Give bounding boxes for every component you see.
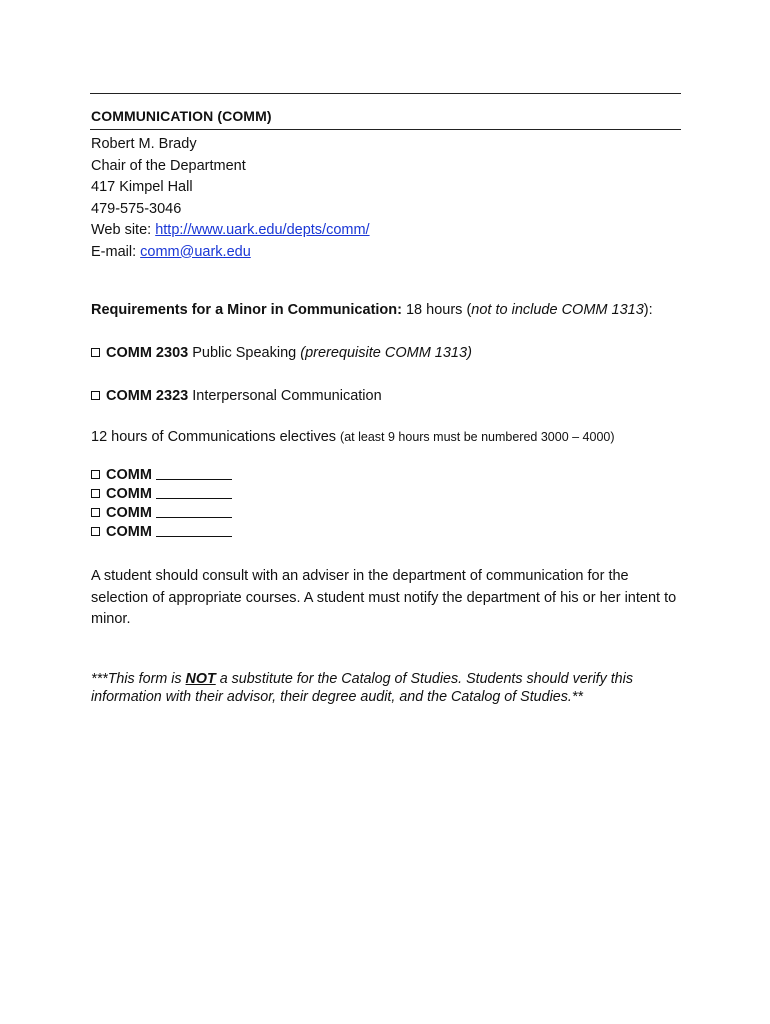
elective-blank-row — [91, 504, 232, 523]
department-heading: COMMUNICATION (COMM) — [91, 108, 272, 124]
bottom-rule — [90, 129, 681, 130]
advice-paragraph: A student should consult with an adviser in the department of communication for the selection of appropriate courses. A student must notify the department of his or her intent to minor. — [91, 568, 677, 627]
requirements-label: Requirements for a Minor in Communication: — [91, 302, 402, 318]
requirements-note: not to include COMM 1313 — [471, 302, 644, 318]
checkbox-icon[interactable] — [91, 527, 100, 536]
chair-name: Robert M. Brady — [91, 136, 197, 152]
fill-in-line[interactable] — [156, 523, 232, 537]
checkbox-icon[interactable] — [91, 348, 100, 357]
checkbox-icon[interactable] — [91, 391, 100, 400]
electives-text: 12 hours of Communications electives — [91, 429, 341, 445]
checkbox-icon[interactable] — [91, 508, 100, 517]
elective-label: COMM — [106, 505, 152, 521]
course-name: Public Speaking — [188, 345, 301, 361]
elective-label: COMM — [106, 486, 152, 502]
checkbox-icon[interactable] — [91, 489, 100, 498]
email-line — [91, 242, 370, 264]
disclaimer-prefix: ***This form is — [91, 671, 186, 687]
fill-in-line[interactable] — [156, 485, 232, 499]
elective-label: COMM — [106, 467, 152, 483]
elective-blanks — [91, 466, 232, 542]
course-name: Interpersonal Communication — [188, 388, 382, 404]
course-item — [91, 388, 382, 404]
course-code: COMM 2303 — [106, 345, 189, 361]
phone-number: 479-575-3046 — [91, 200, 182, 217]
fill-in-line[interactable] — [156, 466, 232, 480]
requirements-line — [91, 302, 653, 318]
top-rule — [90, 93, 681, 94]
elective-blank-row — [91, 466, 232, 485]
disclaimer-suffix: a substitute for the Catalog of Studies. Students should verify this information with their advisor, their degree audit, and the Catalog of Studies.** — [91, 671, 633, 705]
electives-line — [91, 429, 615, 445]
email-label: E-mail: — [91, 243, 141, 260]
disclaimer-note — [91, 670, 691, 706]
elective-blank-row — [91, 523, 232, 542]
requirements-hours: 18 hours ( — [401, 302, 472, 318]
office-location: 417 Kimpel Hall — [91, 179, 193, 195]
website-label: Web site: — [91, 222, 156, 238]
elective-blank-row — [91, 485, 232, 504]
course-note: (prerequisite COMM 1313) — [300, 345, 472, 361]
electives-note: (at least 9 hours must be numbered 3000 – 4000) — [340, 430, 615, 444]
course-item — [91, 345, 472, 361]
requirements-suffix: ): — [643, 302, 653, 318]
chair-title: Chair of the Department — [91, 157, 246, 174]
website-line — [91, 220, 370, 242]
course-code: COMM 2323 — [106, 388, 189, 404]
email-link[interactable]: comm@uark.edu — [140, 243, 251, 260]
contact-block — [91, 134, 370, 263]
elective-label: COMM — [106, 524, 152, 540]
website-link[interactable]: http://www.uark.edu/depts/comm/ — [155, 222, 370, 238]
checkbox-icon[interactable] — [91, 470, 100, 479]
disclaimer-emphasis: NOT — [185, 671, 216, 687]
fill-in-line[interactable] — [156, 504, 232, 518]
